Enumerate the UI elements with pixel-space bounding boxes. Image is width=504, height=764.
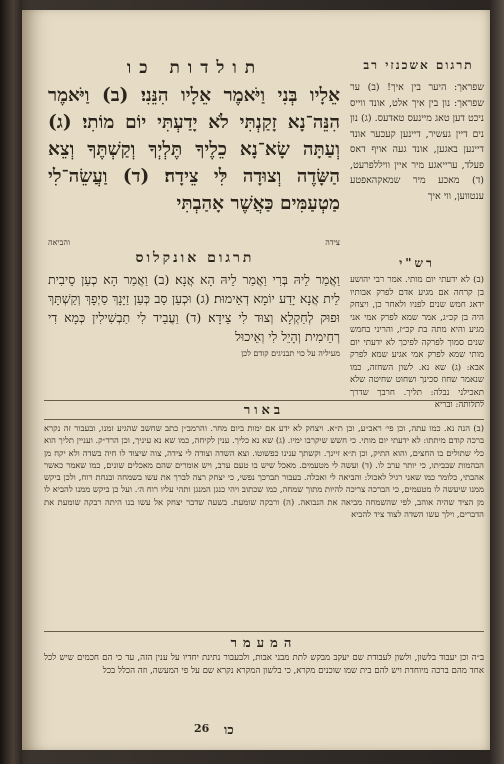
torah-footnote-right: צידה (325, 238, 340, 247)
biur-text: (ב) הנה נא. כמו עתה, וכן פי׳ ראב״ע, וכן ת״א. ויצחק לא ידע אם ימות ביום מחר. והרמב״ן כתב שחשב שהגיע זמנו, ובעבור זה נקרא ברכה קודם מיתתו: לא ידעתי יום מותי. כי חשש שיקרבו ימיו. (ג) שא נא כליך. ענין לקיחה, כמו שא נא עיניך, וכן הרד״ק. ועניין תליך הוא כלי שתולים בו החצים, והוא התיק, וכן ת״א זיינך. וקשתך ענינו כפשוטו. וצא השדה וצודה לי צידה, צוה שיצוד לו חיה בשדה ולא יקח מן הבהמות שבביתו, כי יותר ערב לו. (ד) ועשה לי מטעמים. מאכל שיש בו טעם ערב, ויש אומרים שהם מאכלים שונים, כמו שאמר כאשר אהבתי, כלומר כמו שאני רגיל לאכול: והביאה לי ואכלה. בעבור תברכך נפשי, כי יצחק רצה לברך את עשו בשמחה ובנחת רוח, ולכן ביקש ממנו שיעשה לו מטעמים, כי הברכה צריכה להיות מתוך שמחה, כמו שכתוב ויהי כנגן המנגן ותהי עליו רוח ה׳. ועל כן ביקש ממנו להביא לו מן הציד שהיה אוהב, לפי שהשמחה מביאה את הנבואה. (ה) ורבקה שומעת. בשעה שדבר יצחק אל עשו בנו היתה רבקה שומעת את הדברים, וילך עשו השדה לצוד ציד להביא (44, 423, 484, 520)
onkelos-note: מעיליה על כוי תבניגים קודם לכן (241, 349, 340, 358)
torah-text: אֵלָיו בְּנִי וַיֹּאמֶר אֵלָיו הִנֵּנִי׃ (ב) וַיֹּאמֶר הִנֵּה־נָא זָקַנְתִּי לֹא יָדַעְתִּי יוֹם מוֹתִי׃ (ג) וְעַתָּה שָׂא־נָא כֵלֶיךָ תֶּלְיְךָ וְקַשְׁתֶּךָ וְצֵא הַשָּׂדֶה וְצוּדָה לִּי צֵידָה׃ (ד) וַעֲשֵׂה־לִי מַטְעַמִּים כַּאֲשֶׁר אָהַבְתִּי (48, 85, 340, 214)
page-number: כו (224, 723, 234, 738)
translation-column: שפראך: היער בין איך! (ב) ער שפראך: נון בין איך אלט, אונד ווייס ניכט דען טאג מיינעס טאדעס. (ג) נון נים דיין געשיר, דיינען קעכער אונד דיינען באגען, אונד געה אויף דאס פעלד, ערייאגע מיר איין וויללפרעט, (ד) מאכע מיר שמאקהאפטע ענטווען, ווי איך (350, 82, 484, 202)
rashi-text: (ב) לא ידעתי יום מותי. אמר רבי יהושע בן קרחה אם מגיע אדם לפרק אבותיו ידאג חמש שנים לפניו ולאחר כן, ויצחק היה בן קכ״ג, אמר שמא לפרק אמי אני מגיע והיא מתה בת קכ״ז, והריני בחמש שנים סמוך לפרקה לפיכך לא ידעתי יום מותי שמא לפרק אמי אגיע שמא לפרק אבא: (ג) שא נא. לשון השחזה, כמו שנאמר שחוז סכינך ושחוט שחיטה שלא תאכילני נבלה: תליך. חרבך שדרך לתלותה: ובריא (350, 275, 484, 410)
book-spine (0, 0, 22, 764)
parasha-header: תולדות כו (126, 58, 264, 78)
meamer-text: ב״ה וכן יעבוד בלשון, ולשון לעבודת שם יעקב מבקש לתת מבני אבות, ולבעבור נתינת יחדיו על ענין הזה, עד כי הם חכמים שיש לכל אחד מהם ברכה מיוחדת ויש להם בית שמו שוכנים מקרא, כי בלשון המקרא נקרא שם על פי המעשה, וזה הכלל בכל (44, 653, 484, 676)
onkelos-header: תרגום אונקלוס (135, 250, 255, 266)
torah-footnotes (48, 238, 340, 247)
signature-mark: 26 (194, 722, 210, 735)
rashi-header: רש"י (399, 256, 435, 270)
page (22, 10, 490, 750)
page-edge (490, 0, 504, 764)
biur-header: באור (44, 400, 484, 420)
torah-footnote-left: והביאה (48, 238, 71, 247)
meamer-header: המעמר (44, 631, 484, 651)
translation-header: תרגום אשכנזי רב (363, 58, 474, 72)
onkelos-body: וַאֲמַר לֵיהּ בְּרִי וַאֲמַר לֵיהּ הָא אֲנָא׃ (ב) וַאֲמַר הָא כְעַן סֵיבִית לֵית אֲנָא יָדַע יוֹמָא דְאֵימוּת׃ (ג) וּכְעַן סַב כְּעַן זַיָּנָךְ סַיְפָךְ וְקַשְׁתָּךְ וּפוּק לְחַקְלָא וְצוּד לִי צֵידָא׃ (ד) וַעֲבֵיד לִי תַבְשִׁילִין כְּמָא דִי רְחֵימִית וְהָיֵל לִי וְאֵיכוּל (48, 272, 340, 344)
